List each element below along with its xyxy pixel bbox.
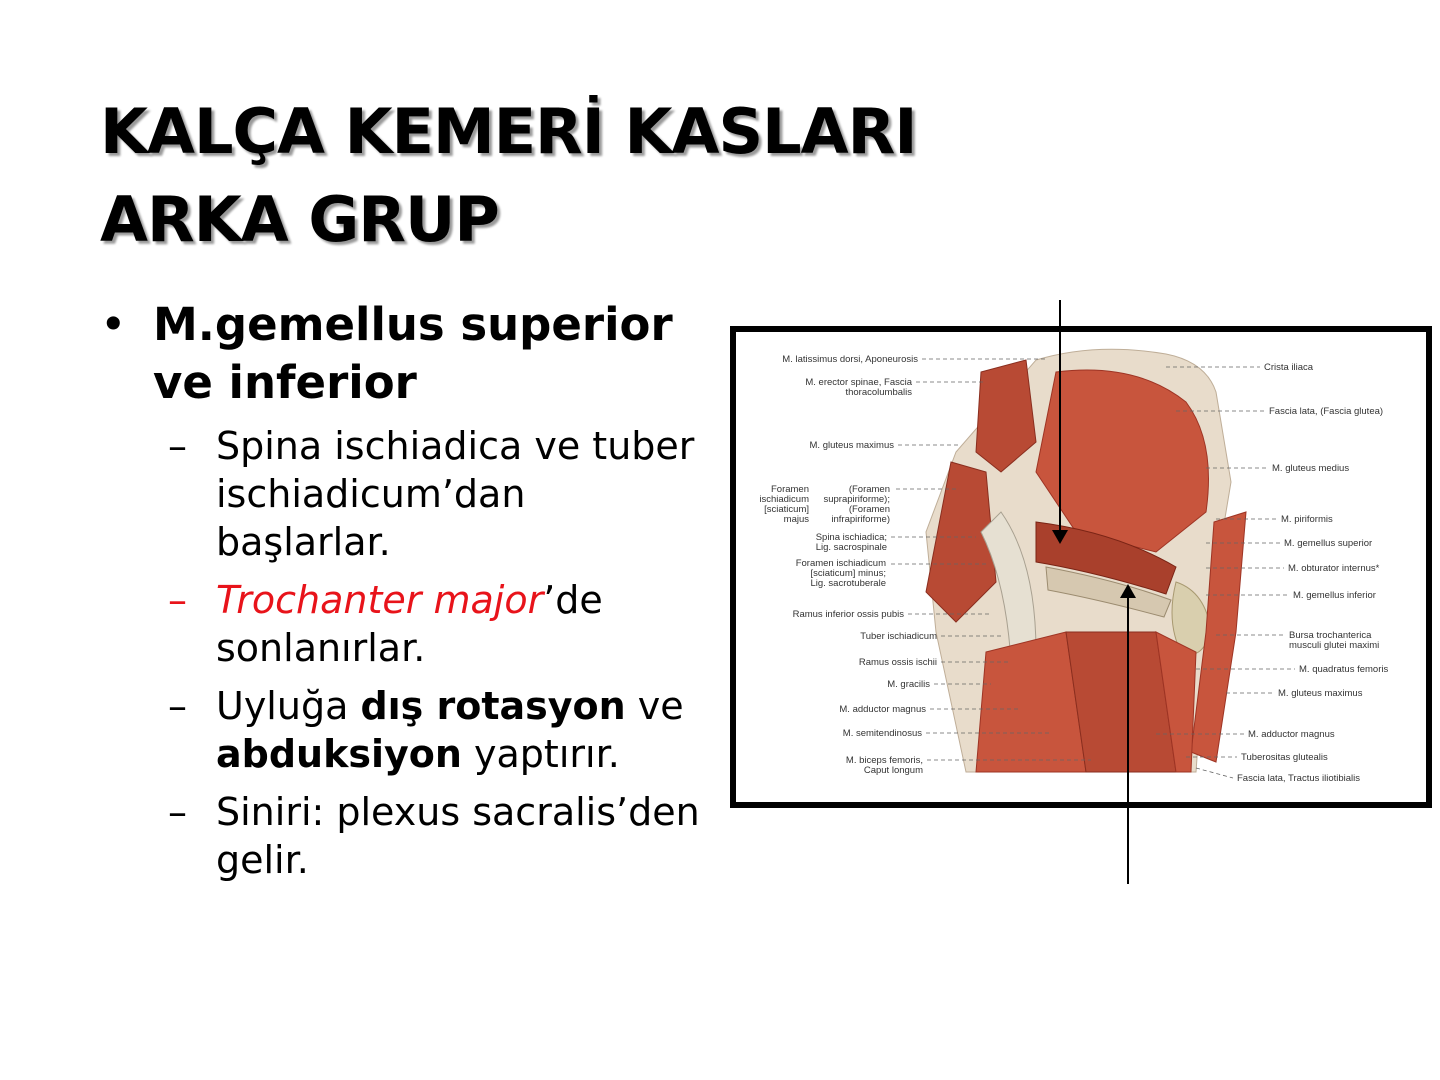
label-sacrospinale: Lig. sacrospinale bbox=[815, 542, 887, 553]
label-biceps: M. biceps femoris, bbox=[845, 755, 923, 766]
label-foramen-infra: (Foramen bbox=[848, 504, 890, 515]
label-bursa: Bursa trochanterica bbox=[1289, 630, 1372, 641]
insertion-emphasis: Trochanter major bbox=[216, 578, 544, 622]
label-gluteus-maximus-right: M. gluteus maximus bbox=[1278, 688, 1363, 699]
anatomy-figure bbox=[730, 326, 1432, 808]
sub-bullet-origin bbox=[100, 422, 710, 566]
label-semitendinosus: M. semitendinosus bbox=[842, 728, 922, 739]
label-infrapiriforme: infrapiriforme) bbox=[831, 514, 890, 525]
label-ramus-ischii: Ramus ossis ischii bbox=[858, 657, 937, 668]
label-gracilis: M. gracilis bbox=[887, 679, 930, 690]
label-piriformis: M. piriformis bbox=[1281, 514, 1333, 525]
label-spina: Spina ischiadica; bbox=[815, 532, 887, 543]
action-pre: Uyluğa bbox=[216, 684, 361, 728]
label-fascia-glutea: Fascia lata, (Fascia glutea) bbox=[1269, 406, 1384, 417]
bullet-dot-icon: • bbox=[100, 298, 127, 351]
label-crista: Crista iliaca bbox=[1264, 362, 1314, 373]
label-ramus-pubis: Ramus inferior ossis pubis bbox=[792, 609, 904, 620]
label-majus: majus bbox=[783, 514, 809, 525]
label-caput: Caput longum bbox=[863, 765, 923, 776]
sub-bullet-action bbox=[100, 682, 710, 778]
label-gemellus-inferior: M. gemellus inferior bbox=[1293, 590, 1376, 601]
title-line-1: KALÇA KEMERİ KASLARI bbox=[100, 95, 917, 168]
label-adductor-left: M. adductor magnus bbox=[839, 704, 926, 715]
insertion-rest: ’de sonlanırlar. bbox=[216, 578, 603, 670]
arrow-down-icon bbox=[1052, 530, 1068, 544]
title-line-2: ARKA GRUP bbox=[100, 183, 499, 256]
label-foramen: Foramen bbox=[770, 484, 809, 495]
nerve-text: Siniri: plexus sacralis’den gelir. bbox=[216, 790, 700, 882]
label-suprapiriforme: suprapiriforme); bbox=[823, 494, 890, 505]
label-tractus: Fascia lata, Tractus iliotibialis bbox=[1237, 773, 1361, 784]
label-tuber: Tuber ischiadicum bbox=[860, 631, 937, 642]
label-sciaticum: [sciaticum] bbox=[764, 504, 809, 515]
label-quadratus: M. quadratus femoris bbox=[1299, 664, 1389, 675]
label-foramen-minus: Foramen ischiadicum bbox=[795, 558, 886, 569]
label-ischiadicum: ischiadicum bbox=[759, 494, 809, 505]
dash-icon: – bbox=[168, 684, 187, 728]
sub-bullet-insertion bbox=[100, 576, 710, 672]
action-bold-2: abduksiyon bbox=[216, 732, 462, 776]
bullet-heading-text: M.gemellus superior ve inferior bbox=[153, 298, 673, 409]
label-gluteus-medius: M. gluteus medius bbox=[1272, 463, 1350, 474]
label-adductor-right: M. adductor magnus bbox=[1248, 729, 1335, 740]
origin-text: Spina ischiadica ve tuber ischiadicum’dan başlarlar. bbox=[216, 424, 695, 564]
label-tuberositas: Tuberositas glutealis bbox=[1241, 752, 1328, 763]
slide-title bbox=[100, 88, 916, 264]
bullet-heading bbox=[100, 296, 710, 412]
label-obturator: M. obturator internus* bbox=[1288, 563, 1380, 574]
label-gemellus-superior: M. gemellus superior bbox=[1284, 538, 1373, 549]
pointer-line-gemellus-superior bbox=[1059, 300, 1061, 536]
action-post: yaptırır. bbox=[461, 732, 620, 776]
gluteal-anatomy-illustration bbox=[736, 332, 1426, 802]
label-latissimus: M. latissimus dorsi, Aponeurosis bbox=[782, 354, 918, 365]
right-label-group bbox=[1237, 362, 1388, 784]
action-mid: ve bbox=[625, 684, 684, 728]
left-label-group bbox=[759, 354, 937, 776]
action-bold-1: dış rotasyon bbox=[360, 684, 626, 728]
label-sacrotuberale: Lig. sacrotuberale bbox=[810, 578, 886, 589]
bullet-list bbox=[100, 296, 710, 884]
sub-bullet-nerve bbox=[100, 788, 710, 884]
label-sciaticum-minus: [sciaticum] minus; bbox=[810, 568, 886, 579]
label-foramen-supra: (Foramen bbox=[848, 484, 890, 495]
label-erector-2: thoracolumbalis bbox=[845, 387, 912, 398]
label-bursa-2: musculi glutei maximi bbox=[1289, 640, 1380, 651]
dash-icon: – bbox=[168, 424, 187, 468]
pointer-line-gemellus-inferior bbox=[1127, 588, 1129, 884]
dash-icon: – bbox=[168, 578, 187, 622]
label-gluteus-maximus-left: M. gluteus maximus bbox=[809, 440, 894, 451]
dash-icon: – bbox=[168, 790, 187, 834]
label-erector: M. erector spinae, Fascia bbox=[805, 377, 912, 388]
